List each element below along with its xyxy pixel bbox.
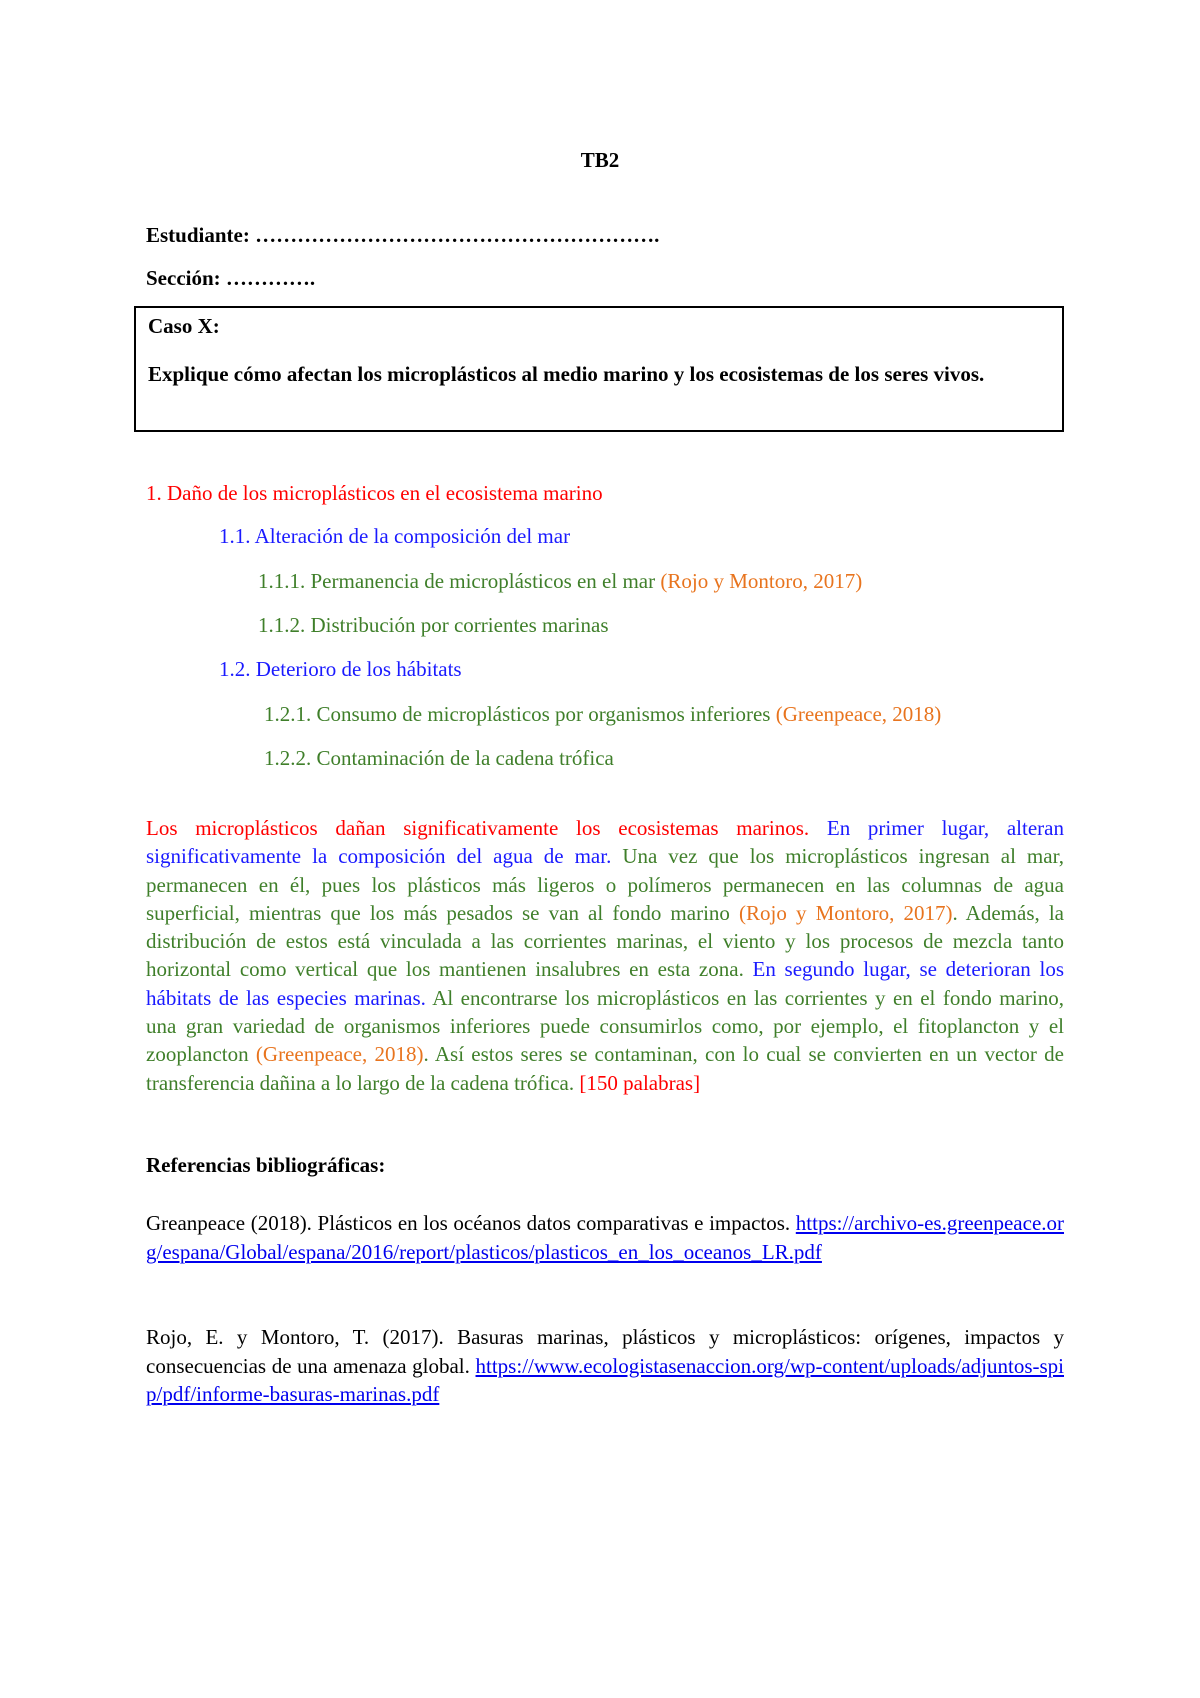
- outline-1-2-2: 1.2.2. Contaminación de la cadena trófica: [264, 746, 614, 770]
- case-box: [134, 306, 1064, 432]
- section-field: [146, 266, 315, 291]
- para-sentence-5: En segundo lugar, se deterioran los hábitats de las especies marinas.: [146, 957, 1065, 1010]
- reference-2-link[interactable]: https://www.ecologistasenaccion.org/wp-content/uploads/adjuntos-spip/pdf/informe-basuras-marinas.pdf: [146, 1353, 1064, 1406]
- para-citation-1: (Rojo y Montoro, 2017): [739, 900, 953, 925]
- outline-1-1: 1.1. Alteración de la composición del mar: [219, 524, 571, 548]
- document-title: TB2: [580, 148, 620, 172]
- reference-1-text: Greanpeace (2018). Plásticos en los océanos datos comparativas e impactos.: [146, 1211, 791, 1235]
- para-sentence-7: . Así estos seres se contaminan, con lo cual se convierten en un vector de transferencia dañina a lo largo de la cadena trófica.: [146, 1042, 1065, 1095]
- reference-1-link[interactable]: https://archivo-es.greenpeace.org/espana/Global/espana/2016/report/plasticos/plasticos_en_los_oceanos_LR.pdf: [146, 1211, 1065, 1264]
- outline-1-1-2: 1.1.2. Distribución por corrientes marinas: [258, 613, 609, 637]
- para-word-count: [150 palabras]: [579, 1070, 701, 1095]
- reference-2-text: Rojo, E. y Montoro, T. (2017). Basuras marinas, plásticos y microplásticos: orígenes, impactos y consecuencias de una amenaza global.: [146, 1325, 1064, 1378]
- para-sentence-4: . Además, la distribución de estos está vinculada a las corrientes marinas, el viento y los procesos de mezcla tanto horizontal como vertical que los mantienen insalubres en esta zona.: [146, 900, 1065, 982]
- case-question: Explique cómo afectan los microplásticos al medio marino y los ecosistemas de los seres vivos.: [148, 362, 985, 386]
- para-citation-2: (Greenpeace, 2018): [255, 1042, 424, 1067]
- outline-1-2-1-text: 1.2.1. Consumo de microplásticos por organismos inferiores: [264, 702, 771, 726]
- outline-1-1-1: [258, 569, 862, 594]
- references-heading: Referencias bibliográficas:: [146, 1153, 386, 1177]
- para-sentence-1: Los microplásticos dañan significativamente los ecosistemas marinos.: [146, 816, 810, 840]
- para-sentence-6: Al encontrarse los microplásticos en las corrientes y en el fondo marino, una gran variedad de organismos inferiores puede consumirlos como, por ejemplo, el fitoplancton y el zooplancton: [146, 985, 1065, 1067]
- outline-1-2-1-citation: (Greenpeace, 2018): [775, 702, 942, 726]
- outline-1-1-1-text: 1.1.1. Permanencia de microplásticos en el mar: [258, 569, 656, 593]
- section-label: Sección:: [146, 266, 221, 290]
- para-sentence-3: Una vez que los microplásticos ingresan al mar, permanecen en él, pues los plásticos más ligeros o polímeros permanecen en las columnas de agua superficial, mientras que los más pesados se van al fondo marino: [146, 844, 1064, 925]
- outline-1-2: 1.2. Deterioro de los hábitats: [219, 657, 462, 681]
- outline-1-2-1: [264, 702, 941, 727]
- outline-1-1-1-citation: (Rojo y Montoro, 2017): [660, 569, 863, 593]
- case-label: Caso X:: [148, 314, 220, 338]
- body-paragraph: [146, 814, 1064, 1097]
- section-value: ………….: [225, 266, 316, 290]
- reference-2: [146, 1323, 1064, 1409]
- reference-1: [146, 1209, 1064, 1266]
- para-sentence-2: En primer lugar, alteran significativamente la composición del agua de mar.: [146, 816, 1064, 869]
- student-field: [146, 223, 659, 248]
- student-value: ………………………………………………….: [255, 223, 660, 247]
- outline-level1: 1. Daño de los microplásticos en el ecosistema marino: [146, 481, 603, 505]
- student-label: Estudiante:: [146, 223, 250, 247]
